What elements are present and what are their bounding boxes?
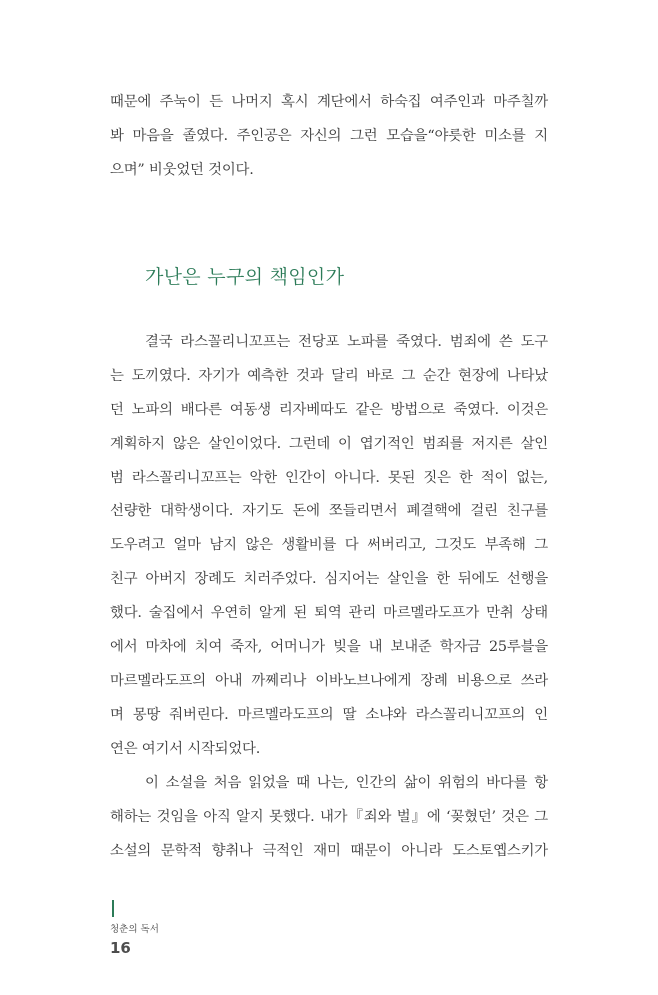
text-line: 했다. 술집에서 우연히 알게 된 퇴역 관리 마르멜라도프가 만취 상태 bbox=[110, 605, 548, 622]
paragraph bbox=[110, 326, 548, 767]
section-heading: 가난은 누구의 책임인가 bbox=[145, 266, 345, 288]
text-line: 범 라스꼴리니꼬프는 악한 인간이 아니다. 못된 짓은 한 적이 없는, bbox=[110, 469, 548, 486]
text-line: 으며” 비웃었던 것이다. bbox=[110, 161, 254, 178]
text-line: 며 몽땅 줘버린다. 마르멜라도프의 딸 소냐와 라스꼴리니꼬프의 인 bbox=[110, 706, 548, 723]
text-line: 때문에 주눅이 든 나머지 혹시 계단에서 하숙집 여주인과 마주칠까 bbox=[110, 94, 548, 110]
paragraph bbox=[110, 86, 548, 188]
page-number: 16 bbox=[110, 939, 131, 957]
text-line: 던 노파의 배다른 여동생 리자베따도 같은 방법으로 죽였다. 이것은 bbox=[110, 401, 548, 418]
text-line: 친구 아버지 장례도 치러주었다. 심지어는 살인을 한 뒤에도 선행을 bbox=[110, 571, 548, 588]
text-line: 결국 라스꼴리니꼬프는 전당포 노파를 죽였다. 범죄에 쓴 도구 bbox=[145, 334, 548, 350]
text-line: 소설의 문학적 향취나 극적인 재미 때문이 아니라 도스토옙스키가 bbox=[110, 842, 548, 859]
text-line: 해하는 것임을 아직 알지 못했다. 내가『죄와 벌』에 ‘꽂혔던’ 것은 그 bbox=[110, 808, 548, 825]
footer-divider-bar bbox=[112, 900, 114, 917]
running-title: 청춘의 독서 bbox=[110, 924, 159, 935]
text-line: 에서 마차에 치여 죽자, 어머니가 빚을 내 보내준 학자금 25루블을 bbox=[110, 639, 548, 656]
text-line: 도우려고 얼마 남지 않은 생활비를 다 써버리고, 그것도 부족해 그 bbox=[110, 537, 548, 554]
text-line: 는 도끼였다. 자기가 예측한 것과 달리 바로 그 순간 현장에 나타났 bbox=[110, 367, 548, 384]
text-line: 연은 여기서 시작되었다. bbox=[110, 740, 261, 757]
text-line: 마르멜라도프의 아내 까쩨리나 이바노브나에게 장례 비용으로 쓰라 bbox=[110, 672, 548, 689]
text-line: 이 소설을 처음 읽었을 때 나는, 인간의 삶이 위험의 바다를 항 bbox=[145, 775, 548, 791]
text-line: 계획하지 않은 살인이었다. 그런데 이 엽기적인 범죄를 저지른 살인 bbox=[110, 435, 548, 452]
text-line: 선량한 대학생이다. 자기도 돈에 쪼들리면서 폐결핵에 걸린 친구를 bbox=[110, 503, 548, 520]
text-line: 봐 마음을 졸였다. 주인공은 자신의 그런 모습을“야릇한 미소를 지 bbox=[110, 127, 548, 144]
paragraph bbox=[110, 767, 548, 869]
